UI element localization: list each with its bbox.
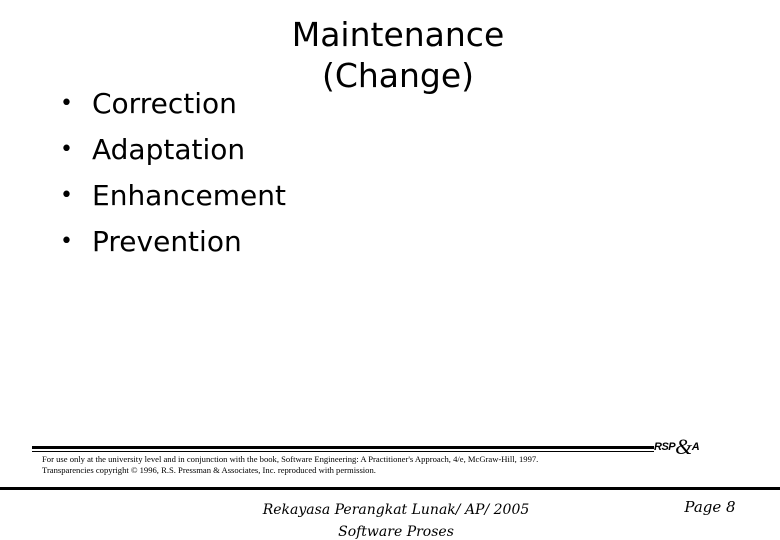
slide-title	[278, 14, 518, 96]
bullet-text: Adaptation	[92, 132, 246, 166]
footer-divider-thin	[32, 451, 654, 452]
bullet-text: Prevention	[92, 224, 242, 258]
bullet-text: Enhancement	[92, 178, 286, 212]
bullet-list	[60, 80, 286, 264]
rsp-logo	[654, 436, 710, 458]
bullet-item-enhancement	[60, 172, 286, 218]
bullet-text: Correction	[92, 86, 237, 120]
page-number: Page 8	[684, 498, 736, 516]
bullet-item-prevention	[60, 218, 286, 264]
bullet-item-correction	[60, 80, 286, 126]
footer-divider-thick	[32, 446, 654, 449]
course-info-line-1: Rekayasa Perangkat Lunak/ AP/ 2005	[262, 502, 530, 518]
slide-title-line-2: (Change)	[321, 56, 475, 95]
copyright-line-2: Transparencies copyright © 1996, R.S. Pressman & Associates, Inc. reproduced with permission.	[42, 465, 376, 475]
rsp-logo-amp: &	[675, 434, 692, 460]
copyright-notice	[42, 454, 662, 476]
rsp-logo-suffix: A	[691, 441, 700, 453]
slide-title-line-1: Maintenance	[291, 15, 505, 54]
bullet-icon: •	[60, 136, 73, 162]
copyright-line-1: For use only at the university level and in conjunction with the book, Software Engineering: A Practitioner's Approach, 4/e, McGraw-Hill, 1997.	[42, 454, 539, 464]
course-info	[240, 499, 552, 540]
bullet-icon: •	[60, 90, 73, 116]
bottom-divider	[0, 487, 780, 490]
rsp-logo-text: RSP	[654, 441, 676, 453]
bullet-icon: •	[60, 228, 73, 254]
course-info-line-2: Software Proses	[338, 524, 454, 540]
bullet-item-adaptation	[60, 126, 286, 172]
bullet-icon: •	[60, 182, 73, 208]
